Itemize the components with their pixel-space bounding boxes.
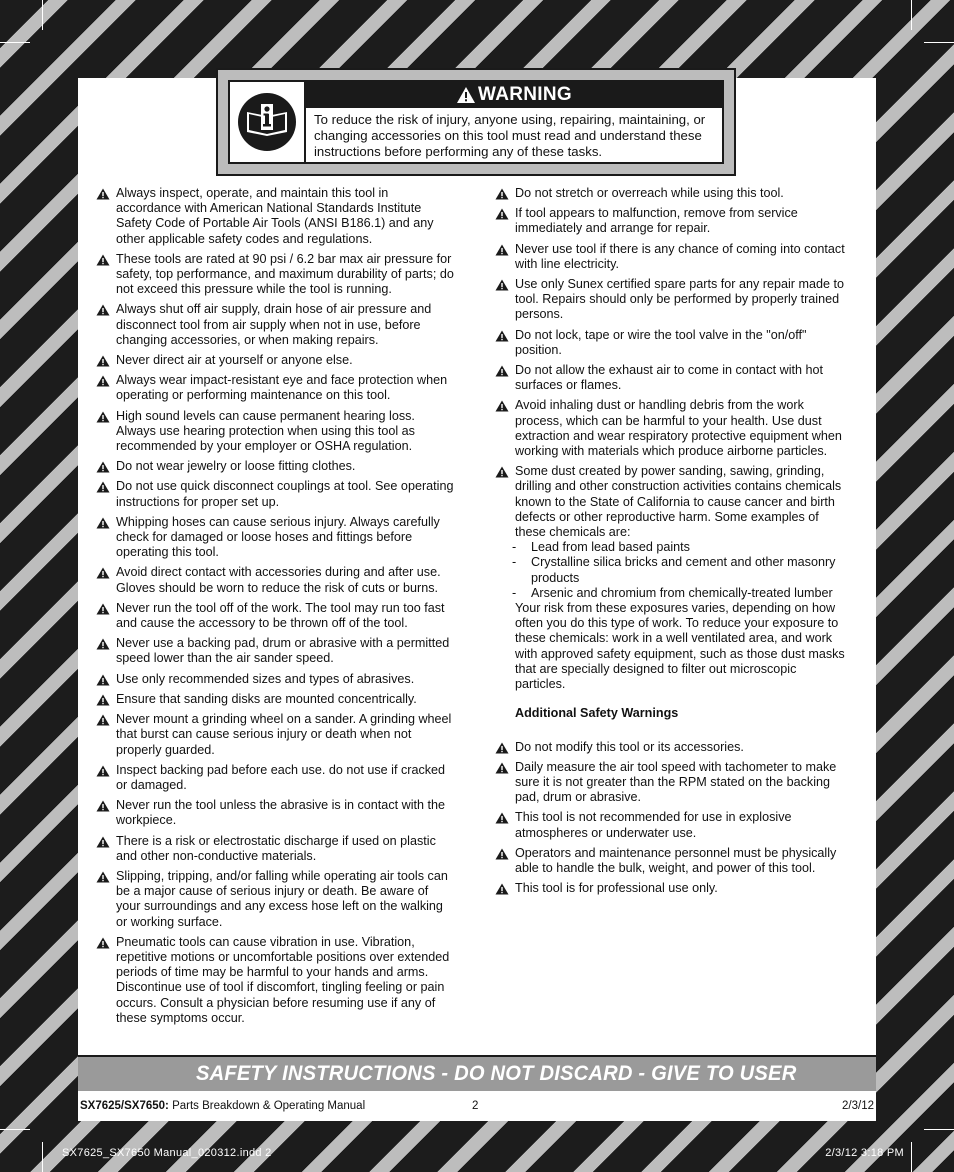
safety-item-text: Use only Sunex certified spare parts for any repair made to tool. Repairs should only be performed by properly trained persons. xyxy=(515,277,844,322)
safety-item xyxy=(495,242,849,272)
safety-item-text: Some dust created by power sanding, sawing, grinding, drilling and other construction activities contains chemicals known to the State of California to cause cancer and birth defects or other reproductive harm. Some examples of these chemicals are: xyxy=(515,464,842,540)
warning-triangle-icon xyxy=(96,375,110,387)
safety-item xyxy=(495,363,849,393)
list-dash: - xyxy=(512,540,517,555)
safety-item-text: High sound levels can cause permanent hearing loss. Always use hearing protection when using this tool as recommended by your employer or OSHA regulation. xyxy=(116,408,415,454)
safety-item xyxy=(495,328,849,358)
safety-item-text: Never use tool if there is any chance of coming into contact with line electricity. xyxy=(515,241,845,271)
warning-triangle-icon xyxy=(495,742,509,754)
crop-mark xyxy=(42,0,43,30)
safety-item xyxy=(96,515,456,561)
safety-item xyxy=(96,672,456,687)
list-dash: - xyxy=(512,555,517,570)
safety-item-text: Never direct air at yourself or anyone else. xyxy=(116,353,353,368)
warning-triangle-icon xyxy=(96,800,110,812)
footer-manual-name: Parts Breakdown & Operating Manual xyxy=(172,1100,366,1112)
warning-icon-cell xyxy=(230,82,306,162)
safety-item-text: Inspect backing pad before each use. do not use if cracked or damaged. xyxy=(116,762,446,792)
safety-item xyxy=(96,186,456,247)
safety-item xyxy=(96,565,456,595)
safety-item xyxy=(96,601,456,631)
warning-triangle-icon xyxy=(456,86,476,104)
warning-triangle-icon xyxy=(495,466,509,478)
safety-item xyxy=(96,869,456,930)
exposure-paragraph: Your risk from these exposures varies, depending on how often you do this type of work. To reduce your exposure to these chemicals: work in a well ventilated area, and work with approved safety equipment, such as those dust masks that are specially designed to filter out microscopic particles. xyxy=(515,601,845,692)
safety-item xyxy=(96,935,456,1026)
safety-item-text: Do not allow the exhaust air to come in contact with hot surfaces or flames. xyxy=(515,363,824,393)
warning-text: To reduce the risk of injury, anyone using, repairing, maintaining, or changing accessories on this tool must read and understand these instructions before performing any of these tasks. xyxy=(314,112,706,159)
warning-triangle-icon xyxy=(495,400,509,412)
crop-mark xyxy=(924,1129,954,1130)
crop-mark xyxy=(0,1129,30,1130)
safety-item xyxy=(495,846,849,876)
safety-item-text: Avoid direct contact with accessories during and after use. Gloves should be worn to reduce the risk of cuts or burns. xyxy=(116,565,441,595)
safety-item-text: Always shut off air supply, drain hose of air pressure and disconnect tool from air supply when not in use, before changing accessories, or when making repairs. xyxy=(116,302,432,347)
warning-triangle-icon xyxy=(495,812,509,824)
warning-triangle-icon xyxy=(96,355,110,367)
warning-triangle-icon xyxy=(495,188,509,200)
additional-warnings-heading: Additional Safety Warnings xyxy=(515,706,679,721)
crop-mark xyxy=(911,0,912,30)
warning-triangle-icon xyxy=(96,836,110,848)
warning-triangle-icon xyxy=(96,304,110,316)
chemical-example-text: Arsenic and chromium from chemically-treated lumber xyxy=(531,585,833,600)
safety-item xyxy=(96,459,456,474)
warning-triangle-icon xyxy=(495,883,509,895)
safety-item xyxy=(96,373,456,403)
safety-item-text: Do not wear jewelry or loose fitting clothes. xyxy=(116,459,356,474)
safety-item-text: Do not modify this tool or its accessories. xyxy=(515,739,744,754)
crop-mark xyxy=(42,1142,43,1172)
safety-item-text: Always wear impact-resistant eye and face protection when operating or performing maintenance on this tool. xyxy=(116,373,448,403)
safety-item-text: This tool is not recommended for use in explosive atmospheres or underwater use. xyxy=(515,810,792,840)
safety-item-text: Avoid inhaling dust or handling debris from the work process, which can be harmful to your health. Use dust extraction and wear respiratory protective equipment when working with materials which produce airborne particles. xyxy=(515,398,842,459)
print-slug-file: SX7625_SX7650 Manual_020312.indd 2 xyxy=(62,1147,272,1159)
warning-triangle-icon xyxy=(96,714,110,726)
warning-triangle-icon xyxy=(96,638,110,650)
safety-item xyxy=(495,464,849,540)
safety-item-text: Do not use quick disconnect couplings at tool. See operating instructions for proper set up. xyxy=(116,479,454,509)
safety-item xyxy=(96,763,456,793)
safety-item xyxy=(495,810,849,840)
safety-item-text: Never use a backing pad, drum or abrasive with a permitted speed lower than the air sander speed. xyxy=(116,636,450,666)
page-number: 2 xyxy=(472,1100,479,1112)
footer-date: 2/3/12 xyxy=(842,1100,874,1112)
warning-triangle-icon xyxy=(96,694,110,706)
safety-item-text: Always inspect, operate, and maintain this tool in accordance with American National Standards Institute Safety Code of Portable Air Tools (ANSI B186.1) and any other applicable safety codes and regulations. xyxy=(116,186,434,246)
safety-item xyxy=(495,277,849,323)
safety-item xyxy=(96,834,456,864)
warning-triangle-icon xyxy=(96,254,110,266)
footer-banner-title: SAFETY INSTRUCTIONS - DO NOT DISCARD - GIVE TO USER xyxy=(196,1062,797,1085)
safety-item-text: Operators and maintenance personnel must be physically able to handle the bulk, weight, and power of this tool. xyxy=(515,845,837,875)
footer-banner xyxy=(78,1055,876,1091)
warning-triangle-icon xyxy=(495,244,509,256)
chemical-example xyxy=(495,555,849,585)
warning-header xyxy=(306,82,722,108)
safety-item-text: Use only recommended sizes and types of abrasives. xyxy=(116,671,415,686)
chemical-example xyxy=(495,540,849,555)
safety-item-text: Ensure that sanding disks are mounted concentrically. xyxy=(116,691,417,706)
safety-item xyxy=(96,409,456,455)
crop-mark xyxy=(924,42,954,43)
safety-item-text: Do not lock, tape or wire the tool valve in the "on/off" position. xyxy=(515,327,807,357)
safety-item xyxy=(96,353,456,368)
chemical-example-text: Lead from lead based paints xyxy=(531,540,690,555)
warning-triangle-icon xyxy=(96,517,110,529)
safety-item xyxy=(495,206,849,236)
right-column xyxy=(495,186,849,901)
chemical-example-text: Crystalline silica bricks and cement and other masonry products xyxy=(531,555,836,585)
crop-mark xyxy=(911,1142,912,1172)
warning-triangle-icon xyxy=(96,411,110,423)
warning-triangle-icon xyxy=(495,279,509,291)
crop-mark xyxy=(0,42,30,43)
safety-item xyxy=(96,798,456,828)
list-dash: - xyxy=(512,585,517,600)
read-manual-icon xyxy=(237,92,297,152)
safety-item xyxy=(96,302,456,348)
safety-item xyxy=(495,881,849,896)
safety-item-text: Whipping hoses can cause serious injury. Always carefully check for damaged or loose hoses and fittings before operating this tool. xyxy=(116,514,440,560)
warning-triangle-icon xyxy=(96,567,110,579)
warning-triangle-icon xyxy=(495,762,509,774)
safety-item-text: This tool is for professional use only. xyxy=(515,881,718,896)
chemical-example xyxy=(495,586,849,601)
safety-item-text: Slipping, tripping, and/or falling while operating air tools can be a major cause of serious injury or death. Be aware of your surroundings and any excess hose left on the walking or working surface. xyxy=(116,868,448,929)
print-slug-time: 2/3/12 3:18 PM xyxy=(825,1147,904,1159)
warning-triangle-icon xyxy=(495,365,509,377)
footer-line xyxy=(78,1091,876,1121)
warning-panel xyxy=(228,80,724,164)
safety-item xyxy=(96,252,456,298)
safety-item xyxy=(96,692,456,707)
footer-model xyxy=(80,1100,365,1112)
warning-triangle-icon xyxy=(96,481,110,493)
warning-triangle-icon xyxy=(96,765,110,777)
left-column xyxy=(96,186,456,1031)
warning-triangle-icon xyxy=(495,208,509,220)
warning-box xyxy=(216,68,736,176)
safety-item xyxy=(495,398,849,459)
safety-item xyxy=(495,760,849,806)
warning-triangle-icon xyxy=(96,461,110,473)
safety-item-text: There is a risk or electrostatic discharge if used on plastic and other non-conductive materials. xyxy=(116,833,436,863)
safety-item-text: Never run the tool off of the work. The tool may run too fast and cause the accessory to be thrown off of the tool. xyxy=(116,600,445,631)
warning-triangle-icon xyxy=(96,674,110,686)
warning-triangle-icon xyxy=(96,871,110,883)
safety-item-text: These tools are rated at 90 psi / 6.2 bar max air pressure for safety, top performance, and maximum durability of parts; do not exceed this pressure while the tool is running. xyxy=(116,251,454,297)
warning-triangle-icon xyxy=(495,848,509,860)
footer-model-number: SX7625/SX7650: xyxy=(80,1100,169,1112)
safety-item xyxy=(96,712,456,758)
safety-item-text: Do not stretch or overreach while using this tool. xyxy=(515,186,784,200)
warning-triangle-icon xyxy=(495,330,509,342)
safety-item-text: If tool appears to malfunction, remove from service immediately and arrange for repair. xyxy=(515,206,798,236)
warning-title: WARNING xyxy=(478,84,572,105)
safety-item-text: Never run the tool unless the abrasive is in contact with the workpiece. xyxy=(116,798,446,828)
safety-item xyxy=(495,740,849,755)
safety-item xyxy=(96,636,456,666)
safety-item xyxy=(96,479,456,509)
safety-item-text: Never mount a grinding wheel on a sander. A grinding wheel that burst can cause serious injury or death when not properly guarded. xyxy=(116,712,452,757)
safety-item-text: Daily measure the air tool speed with tachometer to make sure it is not greater than the RPM stated on the backing pad, drum or abrasive. xyxy=(515,759,837,805)
warning-triangle-icon xyxy=(96,188,110,200)
safety-item xyxy=(495,186,849,201)
warning-triangle-icon xyxy=(96,937,110,949)
warning-triangle-icon xyxy=(96,603,110,615)
safety-item-text: Pneumatic tools can cause vibration in use. Vibration, repetitive motions or uncomfortable positions over extended periods of time may be harmful to your hands and arms. Discontinue use of tool if discomfort, tingling feeling or pain occurs. Consult a physician before resuming use if any of these symptoms occur. xyxy=(116,934,450,1025)
